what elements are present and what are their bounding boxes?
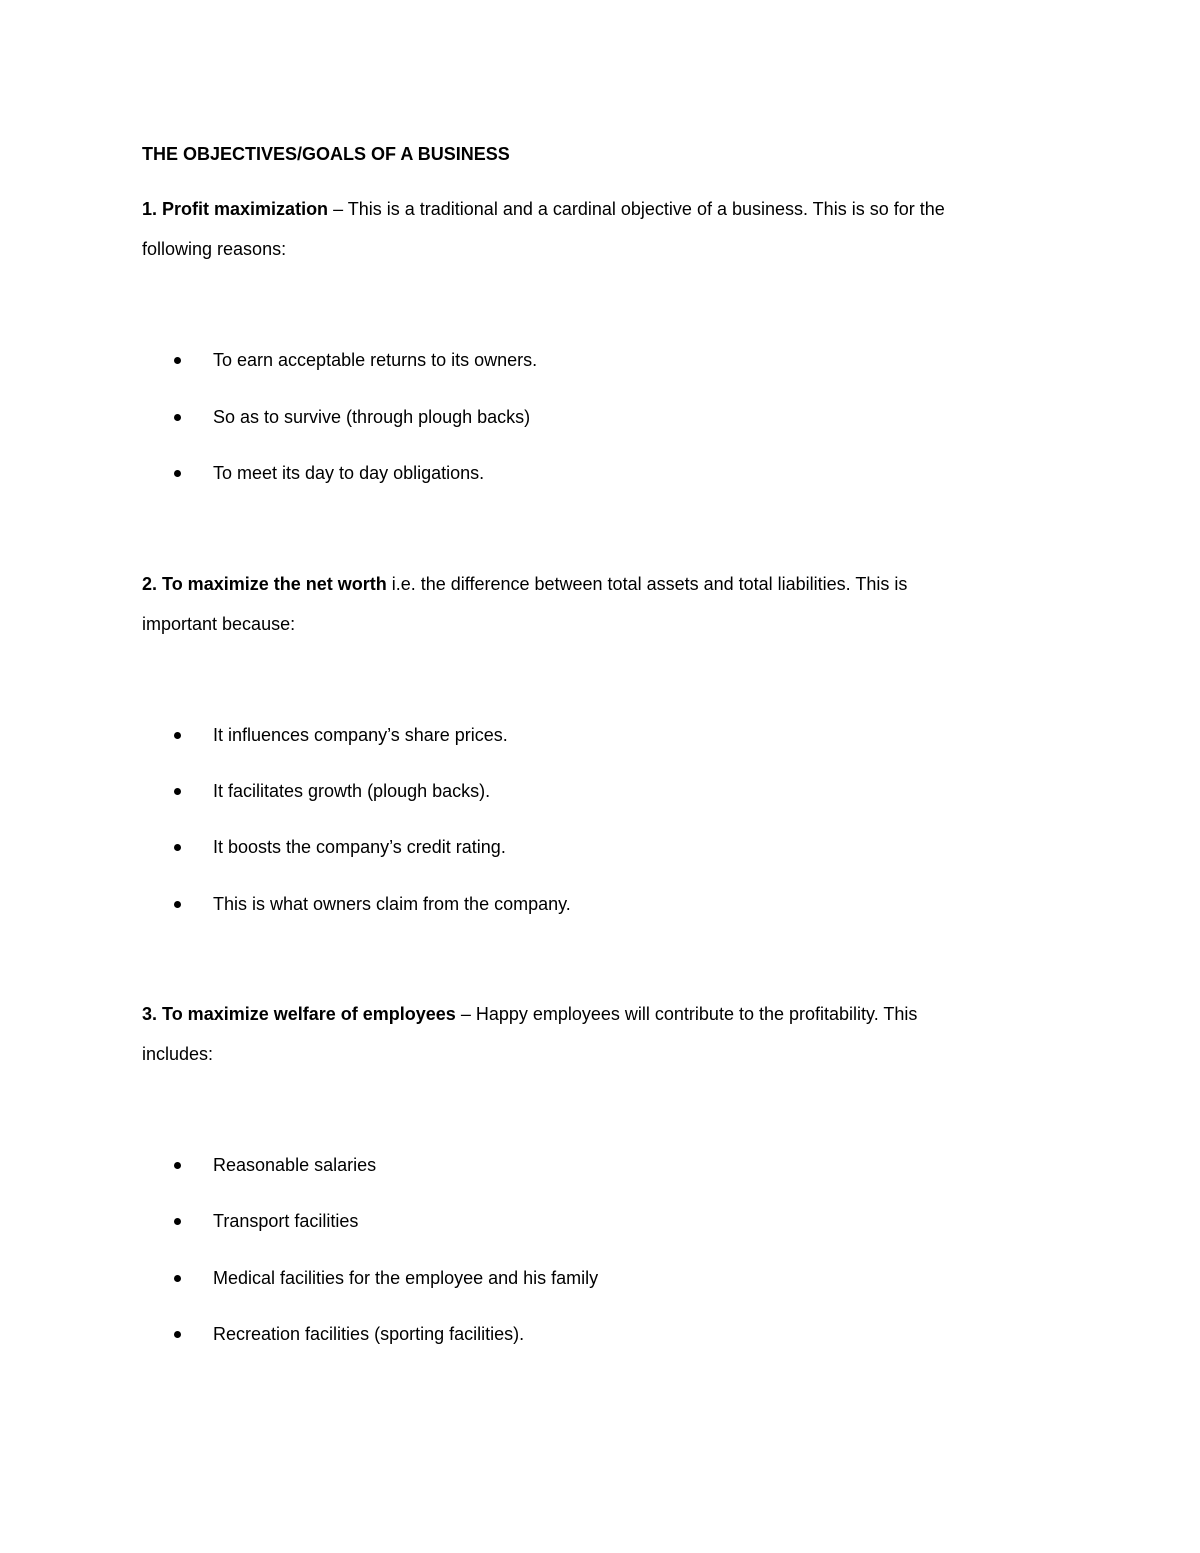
list-item-text: Transport facilities bbox=[213, 1211, 359, 1231]
list-item-text: To meet its day to day obligations. bbox=[213, 463, 485, 483]
bullet-icon bbox=[174, 414, 181, 421]
list-item bbox=[172, 405, 530, 429]
list-item bbox=[172, 723, 508, 747]
list-item bbox=[172, 779, 490, 803]
section-2-line-1 bbox=[142, 572, 907, 596]
section-3-text-line-2: includes: bbox=[142, 1044, 214, 1064]
list-item bbox=[172, 1153, 376, 1177]
list-item-text: It facilitates growth (plough backs). bbox=[213, 781, 491, 801]
list-item-text: It boosts the company’s credit rating. bbox=[213, 837, 506, 857]
list-item-text: To earn acceptable returns to its owners. bbox=[213, 350, 538, 370]
list-item bbox=[172, 1266, 598, 1290]
bullet-icon bbox=[174, 732, 181, 739]
bullet-icon bbox=[174, 470, 181, 477]
list-item bbox=[172, 461, 484, 485]
list-item bbox=[172, 348, 537, 372]
bullet-icon bbox=[174, 1162, 181, 1169]
list-item-text: Medical facilities for the employee and his family bbox=[213, 1268, 599, 1288]
bullet-icon bbox=[174, 901, 181, 908]
bullet-icon bbox=[174, 844, 181, 851]
section-1-heading: Profit maximization bbox=[162, 199, 329, 219]
list-item-text: It influences company’s share prices. bbox=[213, 725, 508, 745]
section-3-line-1 bbox=[142, 1002, 917, 1026]
section-1-line-1 bbox=[142, 197, 945, 221]
section-3-text-line-1: – Happy employees will contribute to the profitability. This bbox=[455, 1004, 918, 1024]
section-3-heading: To maximize welfare of employees bbox=[162, 1004, 456, 1024]
list-item-text: This is what owners claim from the company. bbox=[213, 894, 571, 914]
section-1-text-line-2: following reasons: bbox=[142, 239, 287, 259]
list-item bbox=[172, 1209, 358, 1233]
section-2-heading: To maximize the net worth bbox=[162, 574, 387, 594]
section-1-number: 1. bbox=[142, 199, 158, 219]
bullet-icon bbox=[174, 1275, 181, 1282]
section-1-text-line-1: – This is a traditional and a cardinal objective of a business. This is so for the bbox=[328, 199, 945, 219]
section-2-text-line-2: important because: bbox=[142, 614, 296, 634]
list-item-text: Recreation facilities (sporting facilities). bbox=[213, 1324, 525, 1344]
section-2-number: 2. bbox=[142, 574, 158, 594]
list-item-text: So as to survive (through plough backs) bbox=[213, 407, 531, 427]
bullet-icon bbox=[174, 357, 181, 364]
bullet-icon bbox=[174, 1331, 181, 1338]
section-2-text-line-1: i.e. the difference between total assets and total liabilities. This is bbox=[386, 574, 908, 594]
list-item bbox=[172, 892, 571, 916]
section-3-number: 3. bbox=[142, 1004, 158, 1024]
list-item-text: Reasonable salaries bbox=[213, 1155, 377, 1175]
list-item bbox=[172, 835, 506, 859]
list-item bbox=[172, 1322, 524, 1346]
bullet-icon bbox=[174, 788, 181, 795]
document-title: THE OBJECTIVES/GOALS OF A BUSINESS bbox=[142, 144, 510, 164]
bullet-icon bbox=[174, 1218, 181, 1225]
